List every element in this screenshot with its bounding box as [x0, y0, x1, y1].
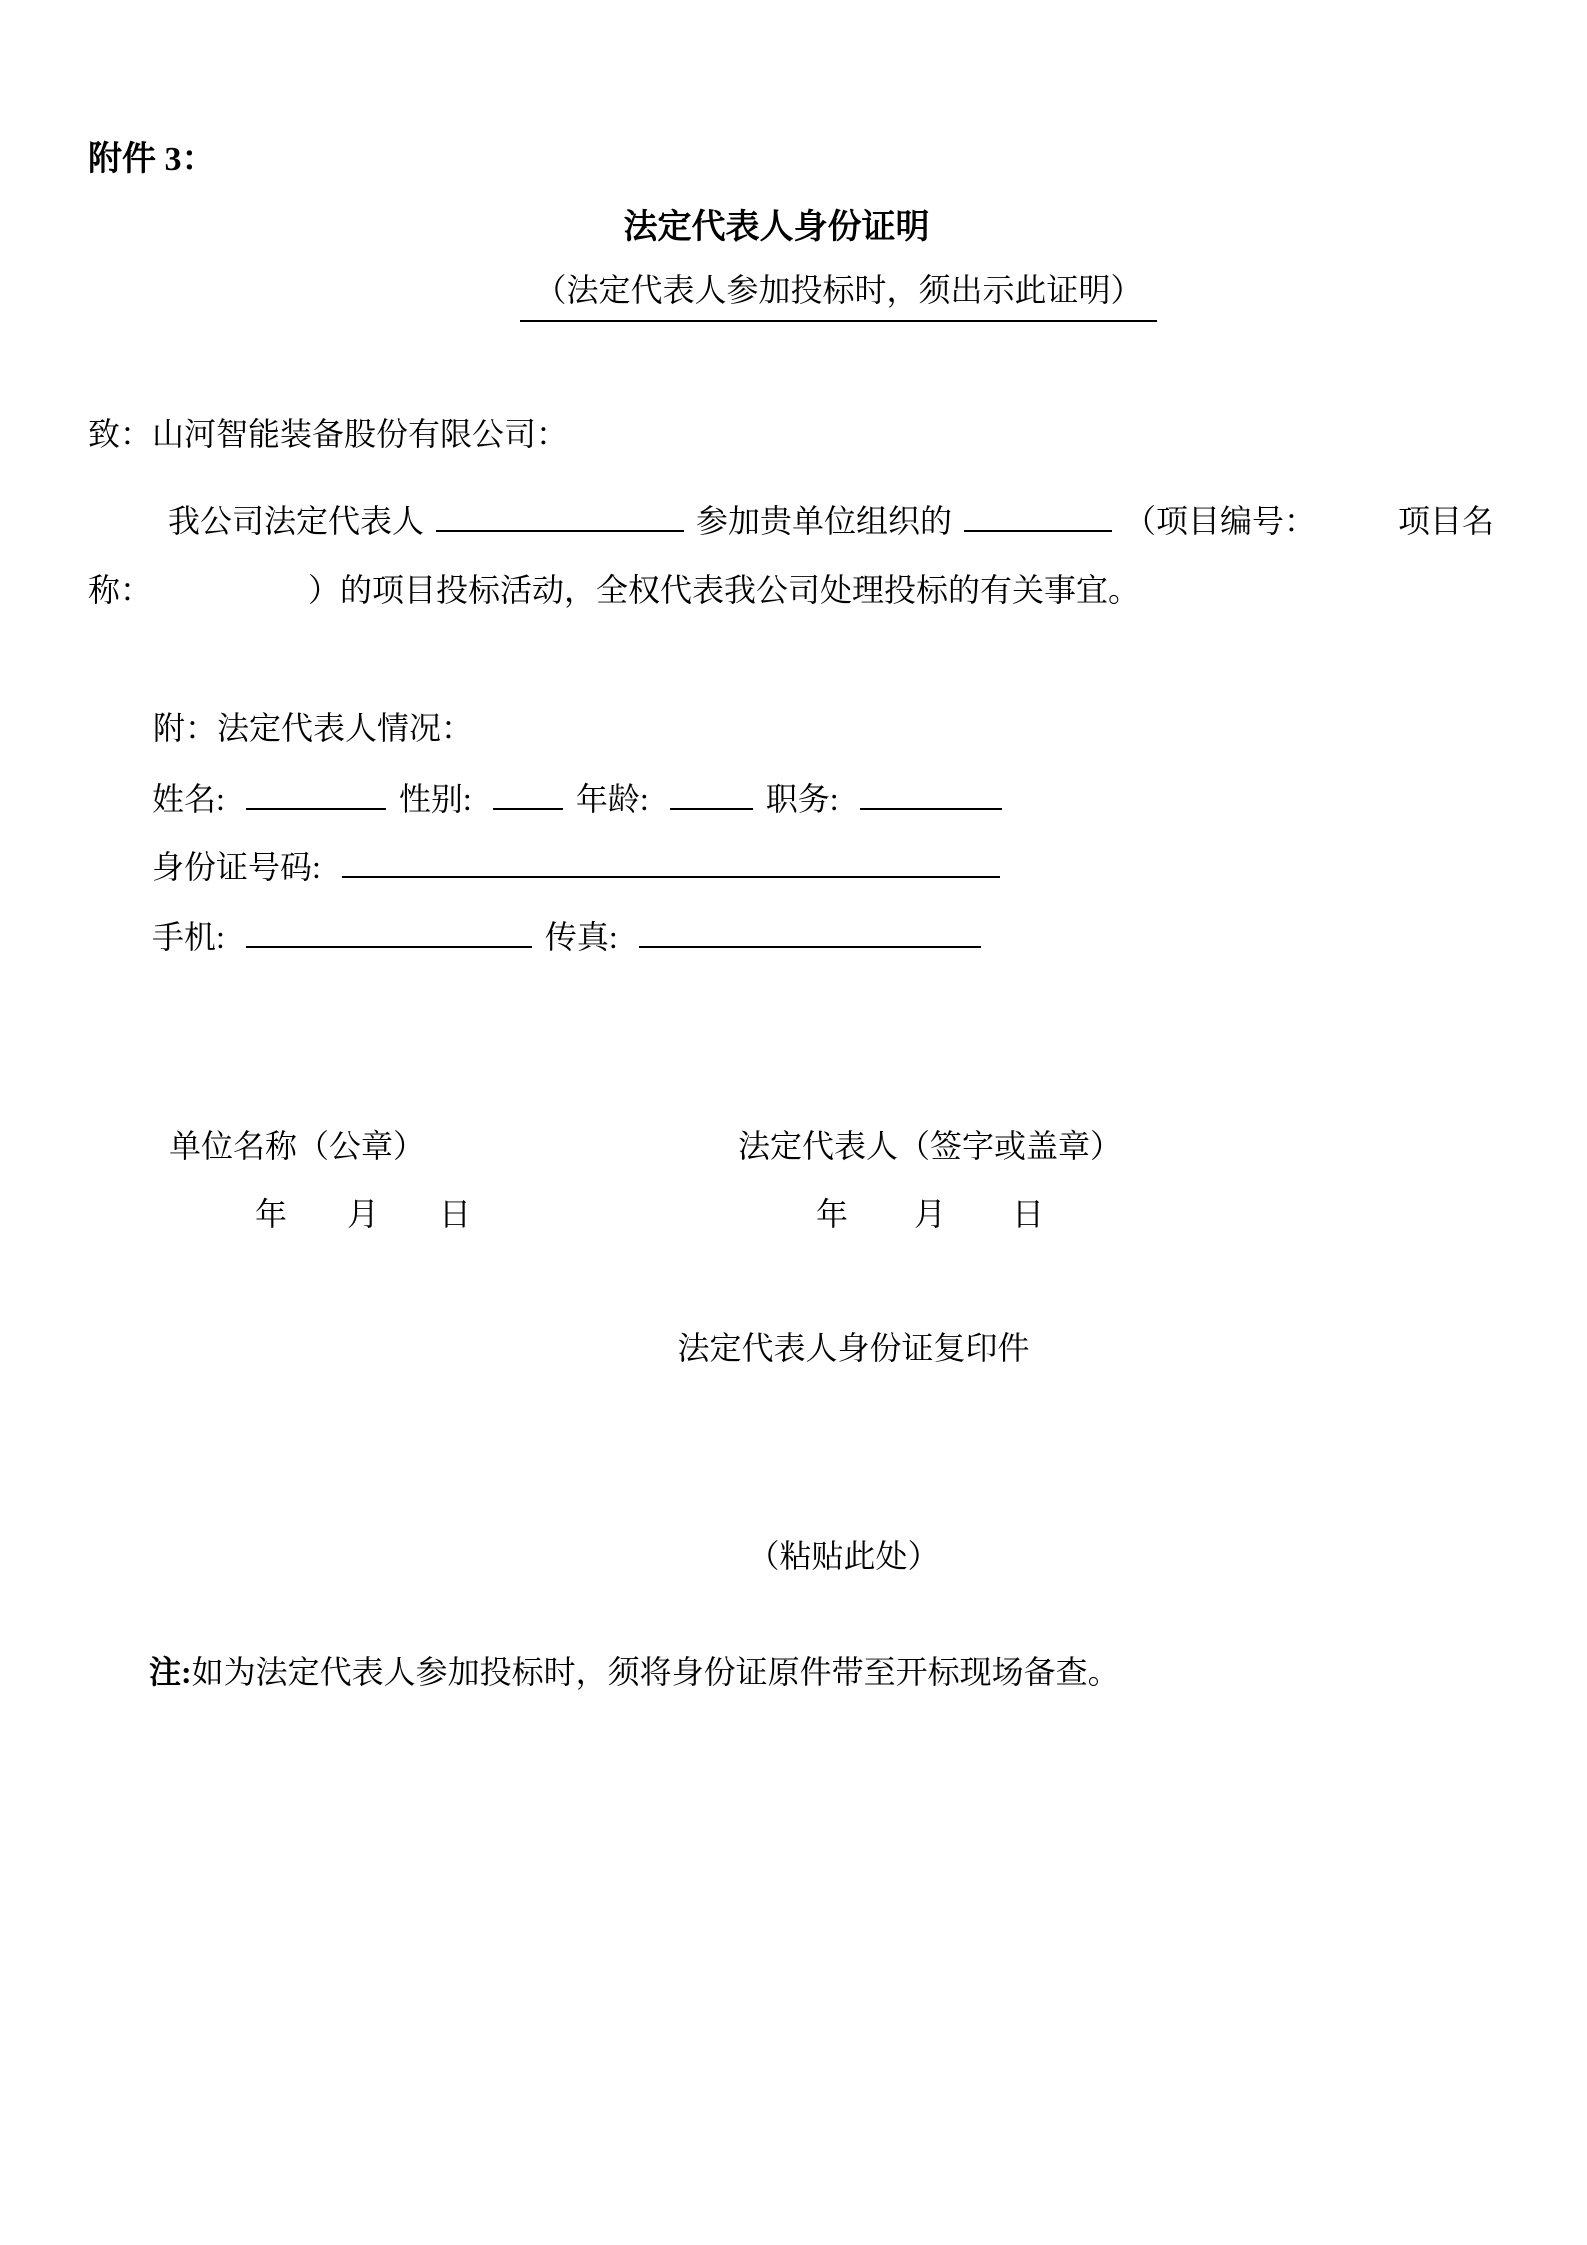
note-text: 如为法定代表人参加投标时，须将身份证原件带至开标现场备查。: [191, 1654, 1120, 1690]
position-blank: [860, 778, 1002, 810]
project-no-label: （项目编号：: [1124, 503, 1317, 539]
unit-date-row: [255, 1194, 471, 1236]
unit-date-day: 日: [439, 1196, 472, 1232]
age-label: 年龄:: [575, 781, 649, 817]
project-name-label: 项目名: [1398, 503, 1495, 539]
age-blank: [670, 778, 753, 810]
paragraph-lead-text: 我公司法定代表人: [168, 503, 425, 539]
paragraph-middle-text: 参加贵单位组织的: [696, 503, 953, 539]
gender-label: 性别:: [398, 781, 472, 817]
project-blank: [964, 500, 1112, 532]
name-label: 姓名:: [152, 781, 225, 817]
note-label: 注:: [149, 1654, 192, 1690]
fields-row-contact: [152, 916, 986, 959]
position-label: 职务:: [765, 781, 839, 817]
mobile-label: 手机:: [152, 919, 225, 955]
fax-blank: [639, 916, 981, 948]
unit-date-month: 月: [347, 1196, 380, 1232]
legal-rep-name-blank: [436, 500, 684, 532]
rep-signature-label: 法定代表人（签字或盖章）: [738, 1128, 1123, 1164]
fields-row-basic: [152, 778, 1007, 821]
id-blank: [342, 846, 1000, 878]
unit-date-year: 年: [255, 1196, 288, 1232]
doc-title: 法定代表人身份证明: [623, 209, 930, 246]
name-continue-label: 称：: [88, 572, 153, 608]
rep-date-month: 月: [914, 1196, 947, 1232]
rep-date-row: [816, 1194, 1044, 1236]
rep-info-heading: 附：法定代表人情况：: [153, 710, 474, 746]
salutation-line: 致：山河智能装备股份有限公司：: [88, 416, 569, 452]
note-line: [149, 1652, 1120, 1694]
body-paragraph-line2: [88, 570, 1140, 612]
doc-subtitle-text: （法定代表人参加投标时，须出示此证明）: [520, 270, 1156, 322]
id-label: 身份证号码:: [152, 849, 321, 885]
attachment-label: 附件 3：: [88, 141, 216, 178]
rep-date-year: 年: [816, 1196, 849, 1232]
mobile-blank: [246, 916, 532, 948]
name-blank: [246, 778, 386, 810]
doc-subtitle: [0, 270, 1587, 322]
unit-seal-label: 单位名称（公章）: [169, 1128, 426, 1164]
paragraph-tail-text: ）的项目投标活动，全权代表我公司处理投标的有关事宜。: [308, 572, 1141, 608]
gender-blank: [493, 778, 563, 810]
body-paragraph-line1: [88, 500, 1494, 543]
fax-label: 传真:: [544, 919, 618, 955]
rep-date-day: 日: [1012, 1196, 1045, 1232]
paste-here-label: （粘贴此处）: [747, 1538, 940, 1574]
fields-row-id: [152, 846, 1005, 889]
id-copy-title: 法定代表人身份证复印件: [677, 1330, 1030, 1366]
